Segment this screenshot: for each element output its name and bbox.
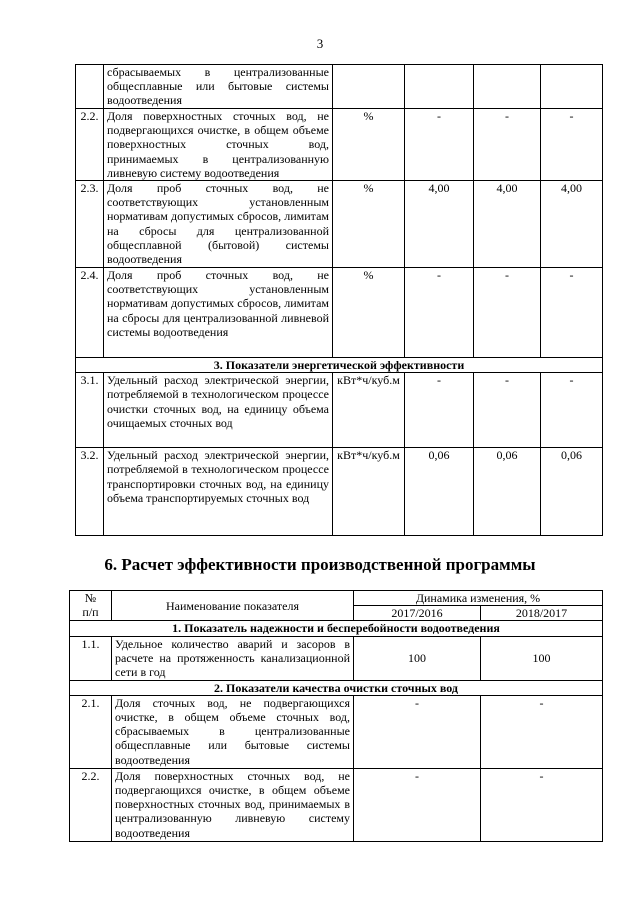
unit: кВт*ч/куб.м xyxy=(333,373,405,448)
dynamics-2017-2016: 100 xyxy=(354,636,481,680)
value-2016 xyxy=(405,65,474,109)
row-number: 2.1. xyxy=(70,695,112,768)
dynamics-2017-2016: - xyxy=(354,768,481,841)
dynamics-2018-2017: 100 xyxy=(481,636,603,680)
unit: кВт*ч/куб.м xyxy=(333,448,405,536)
year-header-2018-2017: 2018/2017 xyxy=(481,606,603,621)
row-number: 1.1. xyxy=(70,636,112,680)
section-title: 2. Показатели качества очистки сточных вод xyxy=(70,680,603,695)
value-2018: - xyxy=(541,373,603,448)
dynamics-2018-2017: - xyxy=(481,768,603,841)
unit: % xyxy=(333,181,405,268)
value-2016: - xyxy=(405,268,474,358)
section-row xyxy=(76,358,603,373)
value-2018: 0,06 xyxy=(541,448,603,536)
row-number: 3.1. xyxy=(76,373,104,448)
section-heading: 6. Расчет эффективности производственной программы xyxy=(104,555,536,574)
indicator-name: Доля поверхностных сточных вод, не подвергающихся очистке, в общем объеме поверхностных сточных вод, принимаемых в централизованную ливневую систему водоотведения xyxy=(112,768,354,841)
indicator-name: Удельный расход электрической энергии, потребляемой в технологическом процессе транспортировки сточных вод, на единицу объема транспортируемых сточных вод xyxy=(104,448,333,536)
unit: % xyxy=(333,268,405,358)
indicator-name: сбрасываемых в централизованные общесплавные или бытовые системы водоотведения xyxy=(104,65,333,109)
dynamics-2018-2017: - xyxy=(481,695,603,768)
row-number xyxy=(76,65,104,109)
section-row xyxy=(70,621,603,636)
row-number: 2.4. xyxy=(76,268,104,358)
indicator-name: Удельное количество аварий и засоров в расчете на протяженность канализационной сети в год xyxy=(112,636,354,680)
value-2016: - xyxy=(405,109,474,181)
table-row xyxy=(76,373,603,448)
table-row xyxy=(76,65,603,109)
value-2017: 0,06 xyxy=(474,448,541,536)
value-2017: - xyxy=(474,109,541,181)
number-header-line1: № xyxy=(84,591,97,605)
row-number: 2.3. xyxy=(76,181,104,268)
value-2017: - xyxy=(474,373,541,448)
indicator-name: Доля поверхностных сточных вод, не подвергающихся очистке, в общем объеме поверхностных сточных вод, принимаемых в централизованную ливневую систему водоотведения xyxy=(104,109,333,181)
value-2018: - xyxy=(541,268,603,358)
year-header-2017-2016: 2017/2016 xyxy=(354,606,481,621)
value-2017: - xyxy=(474,268,541,358)
name-header: Наименование показателя xyxy=(112,591,354,621)
table-row xyxy=(76,268,603,358)
indicator-name: Доля сточных вод, не подвергающихся очистке, в общем объеме сточных вод, сбрасываемых в централизованные общесплавные или бытовые системы водоотведения xyxy=(112,695,354,768)
indicators-table-continued xyxy=(75,64,603,536)
table-row xyxy=(76,448,603,536)
table-row xyxy=(70,636,603,680)
row-number: 2.2. xyxy=(76,109,104,181)
value-2016: 4,00 xyxy=(405,181,474,268)
value-2016: - xyxy=(405,373,474,448)
value-2018: 4,00 xyxy=(541,181,603,268)
dynamics-header: Динамика изменения, % xyxy=(354,591,603,606)
row-number: 2.2. xyxy=(70,768,112,841)
efficiency-table xyxy=(69,590,603,842)
indicator-name: Доля проб сточных вод, не соответствующих установленным нормативам допустимых сбросов, лимитам на сбросы для централизованной ливневой системы водоотведения xyxy=(104,268,333,358)
table-row xyxy=(76,181,603,268)
value-2018 xyxy=(541,65,603,109)
value-2018: - xyxy=(541,109,603,181)
unit xyxy=(333,65,405,109)
table-row xyxy=(70,695,603,768)
table-row xyxy=(70,768,603,841)
section-title: 1. Показатель надежности и бесперебойности водоотведения xyxy=(70,621,603,636)
row-number: 3.2. xyxy=(76,448,104,536)
value-2016: 0,06 xyxy=(405,448,474,536)
number-header xyxy=(70,591,112,621)
dynamics-2017-2016: - xyxy=(354,695,481,768)
table-row xyxy=(76,109,603,181)
indicator-name: Доля проб сточных вод, не соответствующих установленным нормативам допустимых сбросов, лимитам на сбросы для централизованной общесплавной (бытовой) системы водоотведения xyxy=(104,181,333,268)
section-title: 3. Показатели энергетической эффективности xyxy=(76,358,603,373)
value-2017 xyxy=(474,65,541,109)
header-row xyxy=(70,591,603,606)
indicator-name: Удельный расход электрической энергии, потребляемой в технологическом процессе очистки сточных вод, на единицу объема очищаемых сточных вод xyxy=(104,373,333,448)
unit: % xyxy=(333,109,405,181)
number-header-line2: п/п xyxy=(82,605,99,620)
value-2017: 4,00 xyxy=(474,181,541,268)
section-row xyxy=(70,680,603,695)
page-number: 3 xyxy=(316,36,324,51)
